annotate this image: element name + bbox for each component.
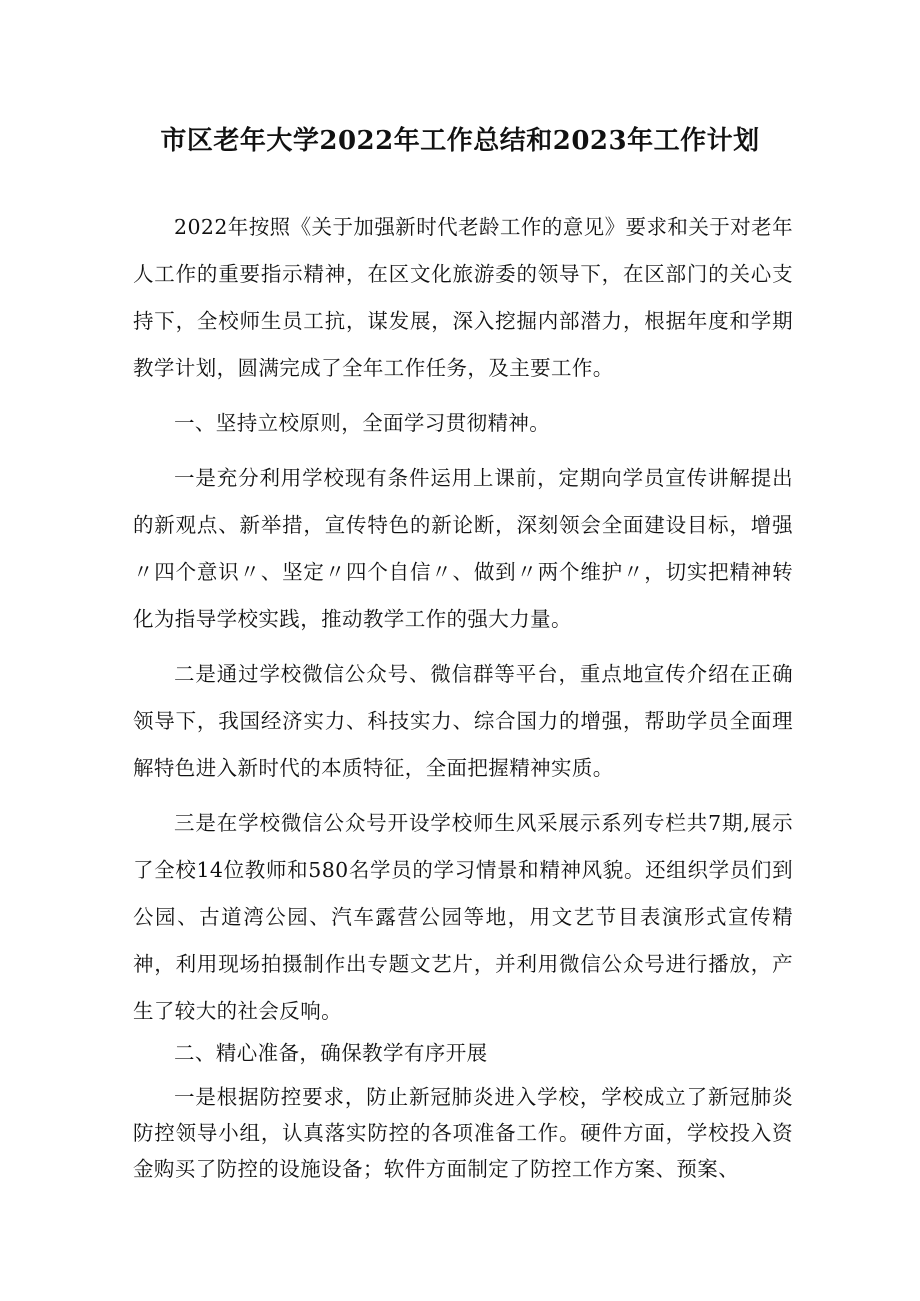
intro-paragraph: 2022年按照《关于加强新时代老龄工作的意见》要求和关于对老年人工作的重要指示精神，在区文化旅游委的领导下，在区部门的关心支持下，全校师生员工抗，谋发展，深入挖掘内部潜力，根据年度和学期教学计划，圆满完成了全年工作任务，及主要工作。 [133,215,793,380]
section-heading-1: 一、坚持立校原则，全面学习贯彻精神。 [174,411,551,435]
document-body [133,204,793,1187]
paragraph-1-2: 二是通过学校微信公众号、微信群等平台，重点地宣传介绍在正确领导下，我国经济实力、科技实力、综合国力的增强，帮助学员全面理解特色进入新时代的本质特征，全面把握精神实质。 [133,662,793,780]
paragraph-1-3: 三是在学校微信公众号开设学校师生风采展示系列专栏共7期,展示了全校14位教师和580名学员的学习情景和精神风貌。还组织学员们到公园、古道湾公园、汽车露营公园等地，用文艺节目表演形式宣传精神，利用现场拍摄制作出专题文艺片，并利用微信公众号进行播放，产生了较大的社会反响。 [133,811,793,1023]
document-title: 市区老年大学2022年工作总结和2023年工作计划 [160,126,760,156]
paragraph-1-1: 一是充分利用学校现有条件运用上课前，定期向学员宣传讲解提出的新观点、新举措，宣传特色的新论断，深刻领会全面建设目标，增强〃四个意识〃、坚定〃四个自信〃、做到〃两个维护〃，切实把精神转化为指导学校实践，推动教学工作的强大力量。 [133,466,793,631]
section-heading-2: 二、精心准备，确保教学有序开展 [174,1041,488,1065]
paragraph-2-1: 一是根据防控要求，防止新冠肺炎进入学校，学校成立了新冠肺炎防控领导小组，认真落实防控的各项准备工作。硬件方面，学校投入资金购买了防控的设施设备；软件方面制定了防控工作方案、预案、 [133,1085,793,1181]
